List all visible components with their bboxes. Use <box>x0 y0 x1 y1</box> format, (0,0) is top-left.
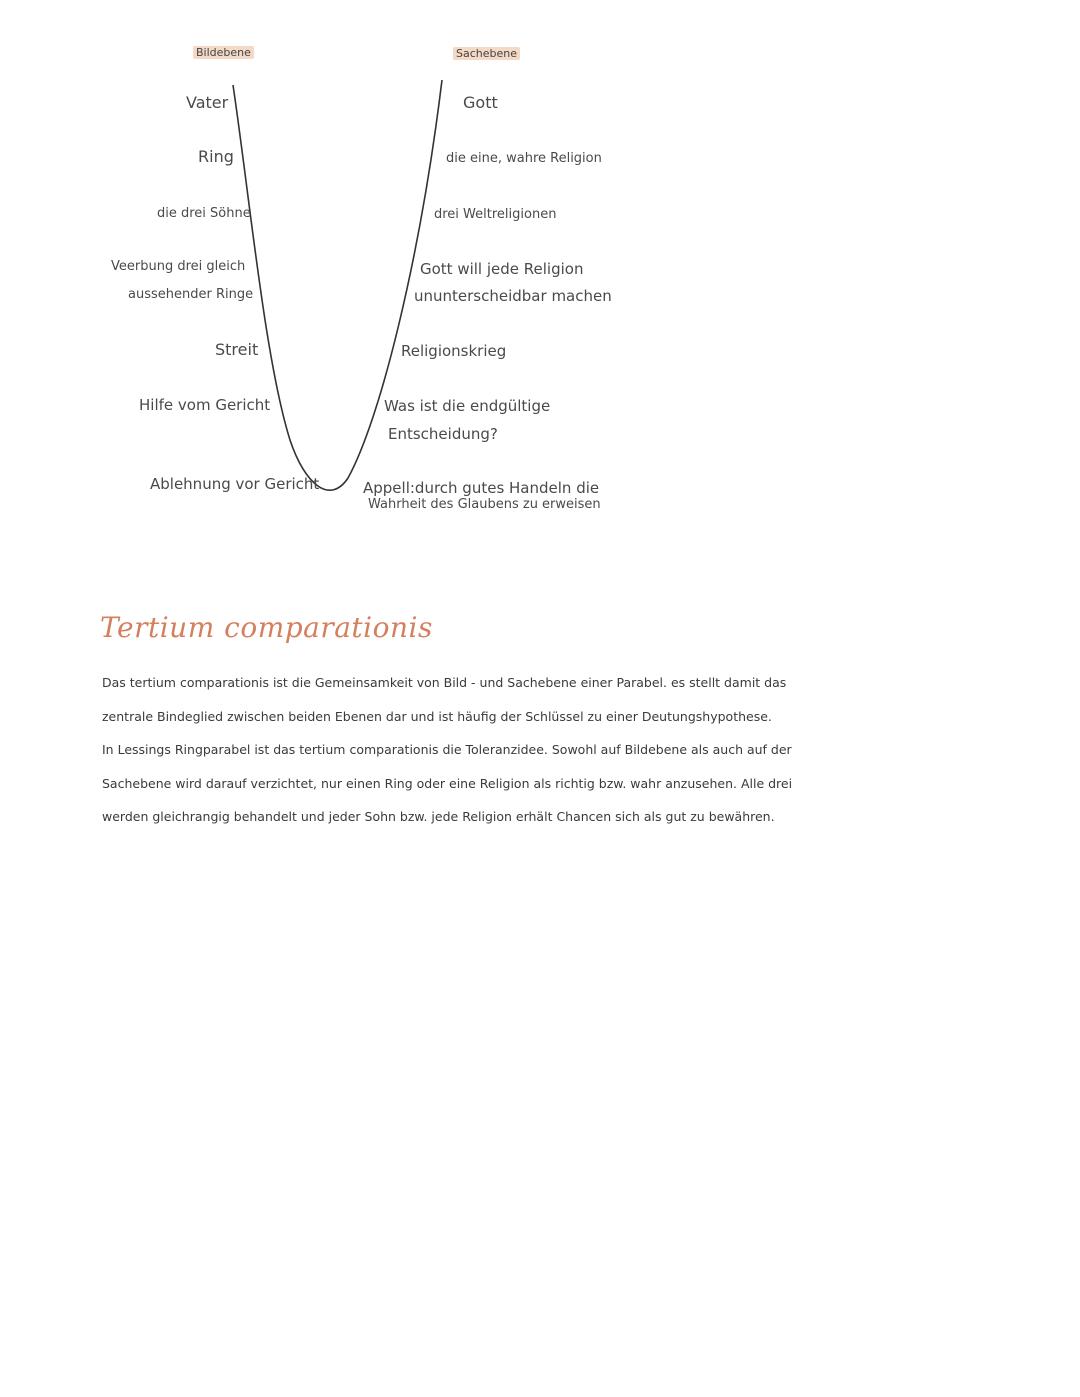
section-title: Tertium comparationis <box>100 611 433 644</box>
right-label-religionskrieg: Religionskrieg <box>401 342 507 360</box>
right-label-gott: Gott <box>463 93 498 112</box>
header-bildebene: Bildebene <box>193 46 254 59</box>
left-label-vererbung-2: aussehender Ringe <box>128 287 254 302</box>
header-sachebene: Sachebene <box>453 47 520 60</box>
left-label-ablehnung: Ablehnung vor Gericht <box>150 475 320 493</box>
paragraph-1: Das tertium comparationis ist die Gemeinsamkeit von Bild - und Sachebene einer Parabel. es stellt damit das zentrale Bindeglied zwischen beiden Ebenen dar und ist häufig der Schlüssel zu einer Deutungshypothese. <box>102 675 787 724</box>
right-label-gott-will-2: ununterscheidbar machen <box>414 287 612 305</box>
right-label-entscheidung-2: Entscheidung? <box>388 425 498 443</box>
right-label-appell-1: Appell:durch gutes Handeln die <box>363 479 600 497</box>
right-label-gott-will-1: Gott will jede Religion <box>420 260 584 278</box>
paragraph-2: In Lessings Ringparabel ist das tertium comparationis die Toleranzidee. Sowohl auf Bildebene als auch auf der Sachebene wird darauf verzichtet, nur einen Ring oder eine Religion als richtig bzw. wahr anzusehen. Alle drei werden gleichrangig behandelt und jeder Sohn bzw. jede Religion erhält Chancen sich als gut zu bewähren. <box>102 742 793 825</box>
right-label-wahre-religion: die eine, wahre Religion <box>446 151 602 166</box>
left-label-vater: Vater <box>186 93 229 112</box>
section-body <box>102 666 802 834</box>
left-label-ring: Ring <box>198 147 234 166</box>
right-label-entscheidung-1: Was ist die endgültige <box>384 397 551 415</box>
right-label-appell-2: Wahrheit des Glaubens zu erweisen <box>368 497 601 512</box>
left-label-soehne: die drei Söhne <box>157 206 251 221</box>
right-label-weltreligionen: drei Weltreligionen <box>434 207 557 222</box>
left-label-vererbung-1: Veerbung drei gleich <box>111 259 246 274</box>
left-label-gericht: Hilfe vom Gericht <box>139 396 271 414</box>
left-label-streit: Streit <box>215 340 259 359</box>
